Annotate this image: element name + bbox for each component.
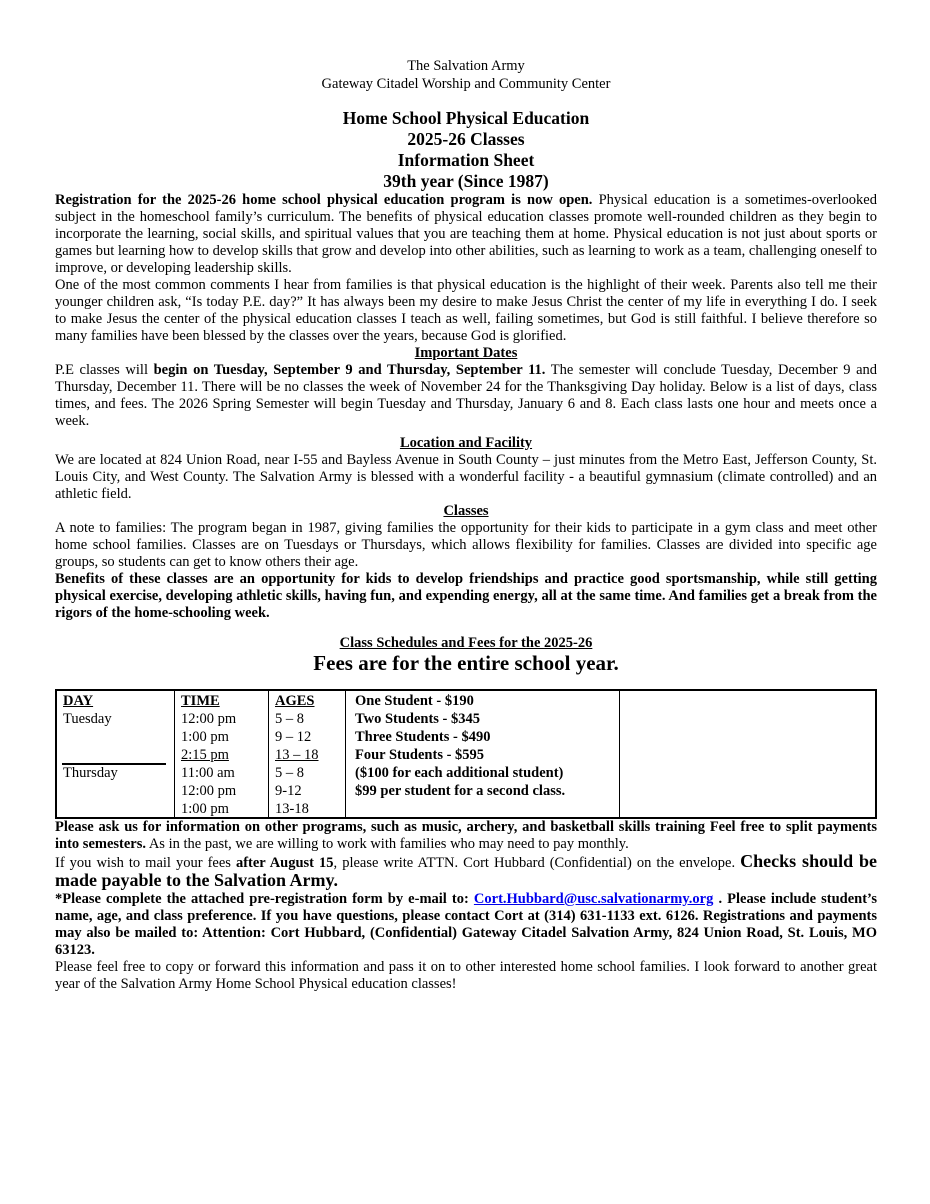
day-column [57, 691, 175, 817]
fees-subtitle: Fees are for the entire school year. [313, 651, 619, 675]
day-cell: Thursday [63, 764, 118, 781]
mail-fees-pre-text: If you wish to mail your fees [55, 855, 236, 871]
fee-line: Four Students - $595 [355, 747, 485, 763]
other-programs-bold-text: Please ask us for information on other programs, such as music, archery, and basketball skills training Feel free to split payments into semesters. [55, 819, 877, 852]
title-line-sheet: Information Sheet [397, 150, 535, 170]
mail-fees-mid-text: , please write ATTN. Cort Hubbard (Confidential) on the envelope. [333, 855, 741, 871]
time-cell: 1:00 pm [181, 801, 229, 817]
preregistration-paragraph [55, 891, 877, 959]
table-empty-column [620, 691, 875, 817]
day-cell [63, 746, 170, 764]
ages-cell: 5 – 8 [275, 711, 304, 727]
other-programs-rest-text: As in the past, we are willing to work with families who may need to pay monthly. [146, 836, 629, 852]
email-link[interactable]: Cort.Hubbard@usc.salvationarmy.org [473, 891, 714, 907]
ages-cell: 9 – 12 [275, 729, 312, 745]
ages-cell: 5 – 8 [275, 765, 304, 781]
registration-open-text: Registration for the 2025-26 home school physical education program is now open. [55, 192, 593, 208]
classes-paragraph: A note to families: The program began in 1987, giving families the opportunity for their kids to participate in a gym class and meet other home school families. Classes are on Tuesdays or Thursdays, which allows flexibility for families. Classes are divided into specific age groups, so students can get to know others their age. [55, 520, 877, 570]
time-cell: 11:00 am [181, 765, 235, 781]
time-column [175, 691, 269, 817]
important-dates-paragraph [55, 362, 877, 430]
fee-line: Two Students - $345 [355, 711, 481, 727]
preregistration-post-text: . Please include student’s name, age, and class preference. If you have questions, please contact Cort at (314) 631-1133 ext. 6126. Registrations and payments may also be mailed to: Attention: Cort Hubbard, (Confidential) Gateway Citadel Salvation Army, 824 Union Road, St. Louis, MO 63123. [55, 891, 877, 958]
time-cell: 12:00 pm [181, 783, 237, 799]
mail-fees-paragraph [55, 853, 877, 891]
dates-bold-text: begin on Tuesday, September 9 and Thursday, September 11. [153, 362, 546, 378]
farewell-paragraph: Please feel free to copy or forward this information and pass it on to other interested home school families. I look forward to another great year of the Salvation Army Home School Physical education classes! [55, 959, 877, 992]
ages-cell: 9-12 [275, 783, 302, 799]
day-cell [63, 728, 170, 746]
time-column-header: TIME [181, 693, 220, 709]
fee-line: ($100 for each additional student) [355, 765, 564, 781]
fees-column [346, 691, 620, 817]
day-column-header: DAY [63, 693, 94, 709]
preregistration-pre-text: *Please complete the attached pre-registration form by e-mail to: [55, 891, 474, 907]
title-line-classes: 2025-26 Classes [407, 129, 525, 149]
checks-payable-text: Checks should be made payable to the Salvation Army. [55, 851, 877, 890]
benefits-paragraph: Benefits of these classes are an opportunity for kids to develop friendships and practice good sportsmanship, while still getting physical exercise, developing athletic skills, having fun, and expending energy, all at the same time. And families get a break from the rigors of the home-schooling week. [55, 571, 877, 621]
mail-fees-deadline-text: after August 15 [235, 855, 334, 871]
day-cell: Tuesday [63, 711, 112, 727]
time-cell: 1:00 pm [181, 729, 229, 745]
title-line-year: 39th year (Since 1987) [383, 171, 549, 191]
ages-cell: 13 – 18 [275, 747, 319, 763]
day-cell [63, 800, 170, 818]
day-cell [63, 782, 170, 800]
registration-paragraph [55, 192, 877, 277]
classes-heading: Classes [443, 503, 489, 519]
other-programs-paragraph [55, 819, 877, 853]
organization-header [55, 57, 877, 93]
ages-cell: 13-18 [275, 801, 309, 817]
document-title [55, 108, 877, 192]
schedule-fee-table [55, 689, 877, 819]
registration-rest-text: Physical education is a sometimes-overlooked subject in the homeschool family’s curriculum. The benefits of physical education classes promote well-rounded children as they begin to incorporate the learning, social skills, and spiritual values that you are teaching them at home. Physical education is not just about sports or games but learning how to develop skills that grow and develop into other abilities, such as learning to work as a team, challenging oneself to improve, or developing leadership skills. [55, 192, 877, 276]
comments-paragraph: One of the most common comments I hear from families is that physical education is the highlight of their week. Parents also tell me their younger children ask, “Is today P.E. day?” It has always been my desire to make Jesus Christ the center of my life in everything I do. I seek to make Jesus the center of the physical education classes I teach as well, failing sometimes, but God is still faithful. I believe therefore so many families have been blessed by the classes over the years, because God is glorified. [55, 277, 877, 344]
fee-line: Three Students - $490 [355, 729, 491, 745]
location-heading: Location and Facility [399, 435, 533, 451]
time-cell: 12:00 pm [181, 711, 237, 727]
org-location: Gateway Citadel Worship and Community Center [321, 76, 611, 92]
important-dates-heading: Important Dates [414, 345, 518, 361]
dates-post-text: The semester will conclude Tuesday, December 9 and Thursday, December 11. There will be no classes the week of November 24 for the Thanksgiving Day holiday. Below is a list of days, class times, and fees. The 2026 Spring Semester will begin Tuesday and Thursday, January 6 and 8. Each class lasts one hour and meets once a week. [55, 362, 878, 429]
ages-column [269, 691, 346, 817]
org-name: The Salvation Army [407, 58, 525, 74]
fees-heading: Class Schedules and Fees for the 2025-26 [339, 635, 593, 651]
title-line-program: Home School Physical Education [342, 108, 590, 128]
dates-pre-text: P.E classes will [55, 362, 154, 378]
time-cell: 2:15 pm [181, 747, 229, 763]
fee-line: $99 per student for a second class. [355, 783, 566, 799]
location-paragraph: We are located at 824 Union Road, near I-55 and Bayless Avenue in South County – just minutes from the Metro East, Jefferson County, St. Louis City, and West County. The Salvation Army is blessed with a wonderful facility - a beautiful gymnasium (climate controlled) and an athletic field. [55, 452, 877, 502]
fee-line: One Student - $190 [355, 693, 474, 709]
ages-column-header: AGES [275, 693, 315, 709]
